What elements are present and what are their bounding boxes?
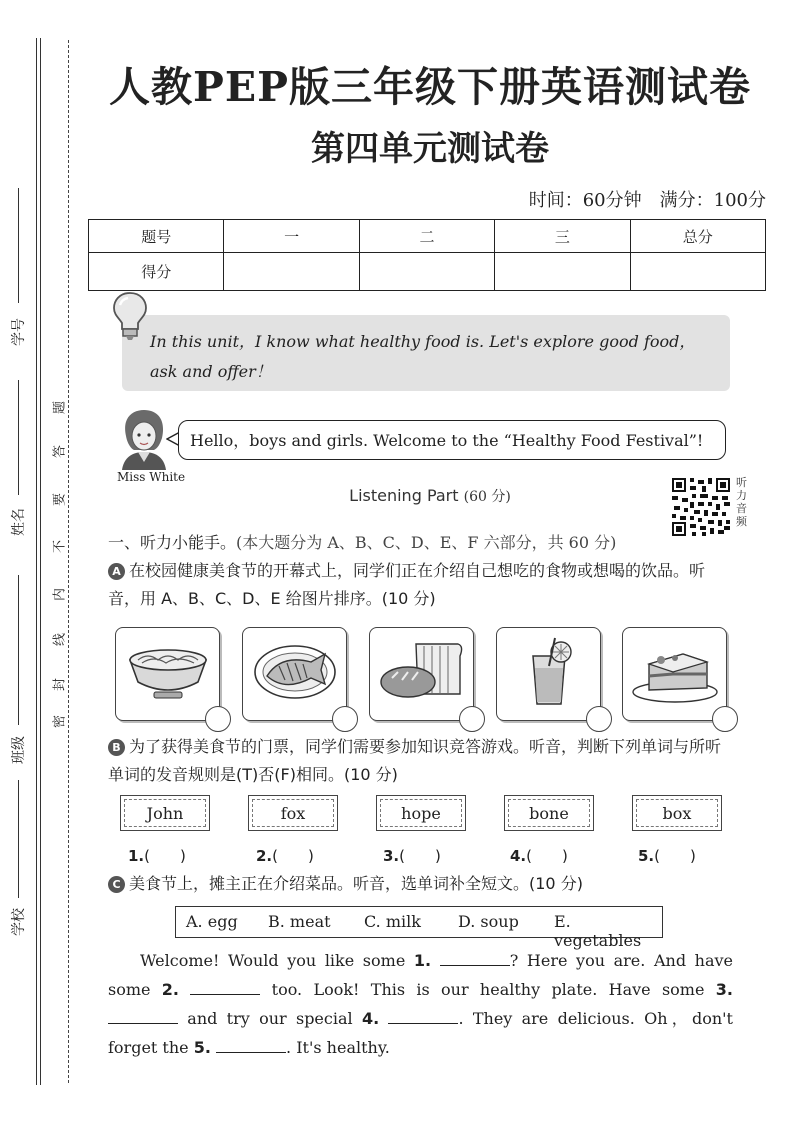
passage-text (108, 946, 733, 1062)
bread-icon (378, 636, 466, 706)
section-title: 一、听力小能手。 (108, 533, 237, 552)
blank-number: 4. (361, 1009, 380, 1028)
fill-blank[interactable] (216, 1038, 286, 1053)
class-blank (18, 575, 19, 725)
blank-number: 2. (161, 980, 180, 999)
picture-card-noodles (115, 627, 220, 721)
word-card-text: hope (401, 804, 441, 823)
lightbulb-icon (110, 290, 150, 342)
score-table-header: 题号 (89, 220, 224, 253)
school-blank (18, 780, 19, 898)
section-heading (108, 530, 616, 553)
answer-slot[interactable] (510, 845, 568, 866)
score-cell[interactable] (359, 253, 494, 291)
word-card-text: box (662, 804, 692, 823)
word-card-text: John (146, 804, 184, 823)
section-hint: (本大题分为 A、B、C、D、E、F 六部分，共 60 分) (236, 533, 617, 552)
question-number: 2. (256, 847, 273, 865)
school-label: 学校 (11, 908, 27, 936)
name-blank (18, 380, 19, 495)
option-item: D. soup (458, 912, 519, 931)
option-item: E. vegetables (554, 912, 642, 950)
blank-number: 1. (413, 951, 432, 970)
answer-slot[interactable] (256, 845, 314, 866)
answer-circle[interactable] (459, 706, 485, 732)
picture-card-juice (496, 627, 601, 721)
fill-blank[interactable] (190, 980, 260, 995)
word-card (504, 795, 594, 831)
score-table-header: 总分 (630, 220, 765, 253)
answer-slot[interactable] (128, 845, 186, 866)
answer-circle[interactable] (586, 706, 612, 732)
name-label: 姓名 (11, 508, 27, 536)
passage-segment: . They are delicious. Oh，don't forget the (108, 1009, 733, 1057)
option-item: B. meat (268, 912, 331, 931)
option-item: C. milk (364, 912, 421, 931)
answer-paren: ( ) (272, 847, 314, 865)
answer-paren: ( ) (144, 847, 186, 865)
fill-blank[interactable] (440, 951, 510, 966)
seal-char: 不 (52, 540, 68, 554)
noodles-bowl-icon (124, 636, 212, 706)
student-id-label: 学号 (11, 318, 27, 346)
score-table-header: 三 (495, 220, 630, 253)
speech-text: Hello，boys and girls. Welcome to the “Healthy Food Festival”! (190, 431, 704, 450)
cake-icon (631, 636, 719, 706)
teacher-avatar-icon (118, 408, 170, 470)
part-b-text: 为了获得美食节的门票，同学们需要参加知识竞答游戏。听音，判断下列单词与所听单词的发音规则是(T)否(F)相同。(10 分) (108, 737, 722, 784)
score-table (88, 219, 766, 291)
teacher-name: Miss White (117, 470, 186, 484)
answer-circle[interactable] (332, 706, 358, 732)
fill-blank[interactable] (388, 1009, 458, 1024)
score-cell[interactable] (495, 253, 630, 291)
word-card (120, 795, 210, 831)
passage-segment: Welcome! Would you like some (140, 951, 406, 970)
answer-circle[interactable] (712, 706, 738, 732)
score-row-label: 得分 (89, 253, 224, 291)
answer-circle[interactable] (205, 706, 231, 732)
question-number: 5. (638, 847, 655, 865)
score-cell[interactable] (224, 253, 359, 291)
answer-slot[interactable] (638, 845, 696, 866)
qr-label: 听力音频 (736, 476, 747, 528)
word-card (632, 795, 722, 831)
listening-part-title (300, 486, 560, 506)
seal-char: 内 (52, 588, 68, 602)
page-subtitle: 第四单元测试卷 (311, 129, 549, 169)
part-a-instruction (108, 557, 736, 613)
picture-card-cake (622, 627, 727, 721)
binding-line-outer (36, 38, 37, 1085)
word-card-text: bone (529, 804, 569, 823)
picture-card-bread (369, 627, 474, 721)
part-a-text: 在校园健康美食节的开幕式上，同学们正在介绍自己想吃的食物或想喝的饮品。听音，用 A、B、C、D、E 给图片排序。(10 分) (108, 561, 706, 608)
word-card (248, 795, 338, 831)
seal-char: 要 (52, 493, 68, 507)
score-cell[interactable] (630, 253, 765, 291)
seal-char: 题 (52, 401, 68, 415)
word-card (376, 795, 466, 831)
part-c-instruction (108, 870, 736, 898)
part-c-badge: C (108, 876, 125, 893)
question-number: 4. (510, 847, 527, 865)
part-b-instruction (108, 733, 736, 789)
blank-number: 5. (193, 1038, 211, 1057)
passage-segment: too. Look! This is our healthy plate. Have some (271, 980, 705, 999)
part-b-badge: B (108, 739, 125, 756)
page-title: 人教PEP版三年级下册英语测试卷 (109, 63, 751, 111)
seal-char: 答 (52, 445, 68, 459)
option-item: A. egg (186, 912, 238, 931)
blank-number: 3. (715, 980, 733, 999)
banner-text: In this unit，I know what healthy food is. Let's explore good food，ask and offer！ (150, 332, 696, 381)
class-label: 班级 (11, 736, 27, 764)
word-card-text: fox (280, 804, 306, 823)
part-a-badge: A (108, 563, 125, 580)
seal-char: 密 (52, 715, 68, 729)
student-id-blank (18, 188, 19, 303)
time-info: 时间：60分钟 满分：100分 (528, 190, 766, 211)
seal-char: 线 (52, 633, 68, 647)
passage-segment: . It's healthy. (286, 1038, 390, 1057)
passage-segment: ? Here you are. And have some (108, 951, 734, 999)
answer-paren: ( ) (654, 847, 696, 865)
question-number: 3. (383, 847, 400, 865)
listening-title: Listening Part (349, 486, 459, 505)
seal-char: 封 (52, 678, 68, 692)
binding-dashed-line (68, 40, 69, 1083)
answer-paren: ( ) (526, 847, 568, 865)
fill-blank[interactable] (108, 1009, 178, 1024)
score-table-header: 一 (224, 220, 359, 253)
word-options-box (175, 906, 663, 950)
binding-line-outer-2 (40, 38, 41, 1085)
part-c-text: 美食节上，摊主正在介绍菜品。听音，选单词补全短文。(10 分) (129, 874, 583, 893)
fish-plate-icon (251, 636, 339, 706)
answer-paren: ( ) (399, 847, 441, 865)
passage-segment: and try our special (187, 1009, 353, 1028)
question-number: 1. (128, 847, 145, 865)
juice-icon (505, 636, 593, 706)
listening-score: (60 分) (463, 489, 511, 505)
picture-card-fish (242, 627, 347, 721)
answer-slot[interactable] (383, 845, 441, 866)
score-table-header: 二 (359, 220, 494, 253)
qr-code-icon[interactable] (672, 478, 730, 536)
